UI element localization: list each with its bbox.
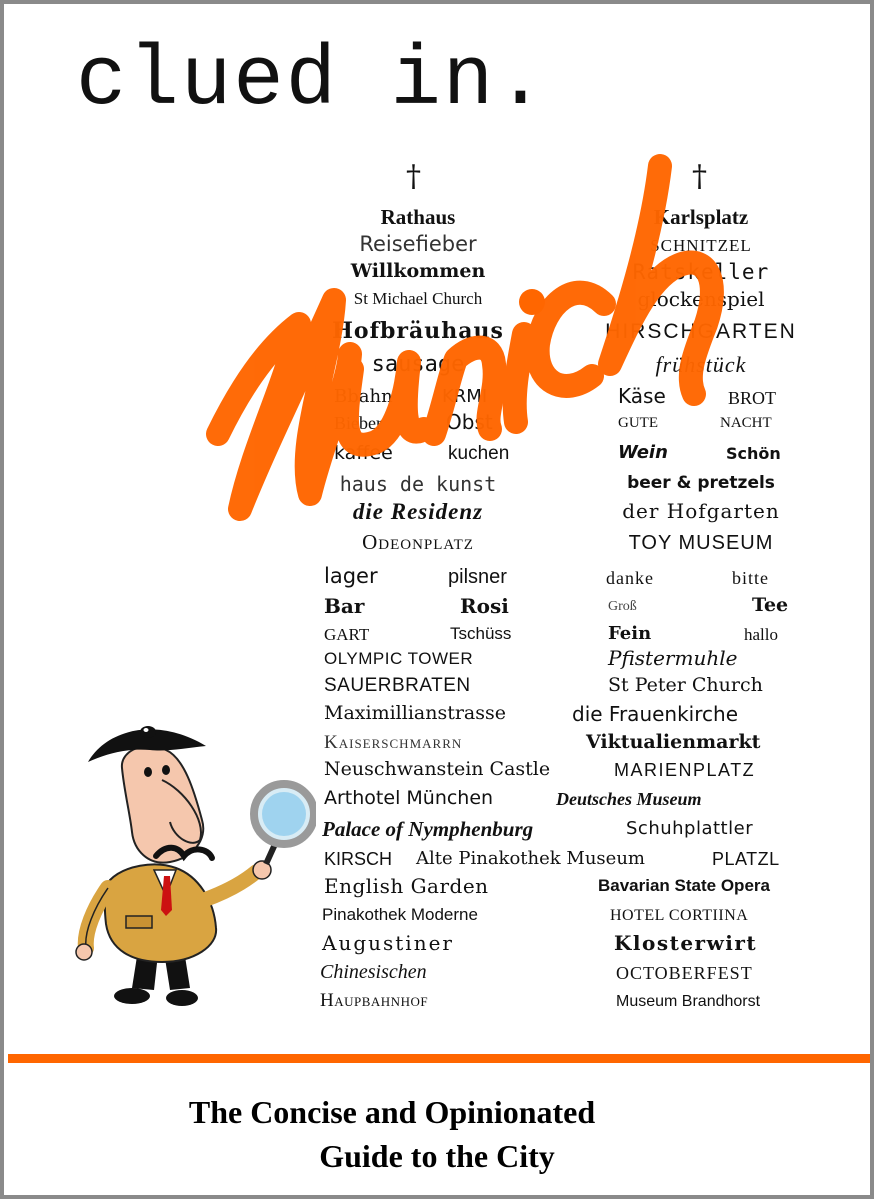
word-pinakothek-moderne: Pinakothek Moderne [322,905,478,924]
word-bbahn: Bbahn [334,386,393,407]
word-fruhstuck: frühstück [655,352,747,377]
word-kaiserschmarrn: Kaiserschmarrn [324,732,463,753]
brand-logo: clued in. [76,34,548,129]
word-bieber: Bieber [334,413,382,433]
word-schon: Schön [726,444,781,463]
detective-illustration [66,710,316,1015]
word-marienplatz: MARIENPLATZ [614,760,756,780]
word-kase: Käse [618,384,666,408]
word-beer-and-pretzels: beer & pretzels [627,473,775,493]
word-sauerbraten: SAUERBRATEN [324,675,471,696]
word-sausage: sausage [371,352,465,377]
word-bar: Bar [324,594,365,618]
word-karlsplatz: Karlsplatz [653,205,749,229]
word-hallo: hallo [744,625,778,644]
word-klosterwirt: Klosterwirt [614,931,758,955]
word-tschuss: Tschüss [450,624,512,643]
word-wein: Wein [618,442,668,463]
word-reisefieber: Reisefieber [359,232,477,256]
word-neuschwanstein-castle: Neuschwanstein Castle [324,758,551,780]
word-schnitzel: SCHNITZEL [650,236,752,255]
title-munich [4,4,874,1199]
word-arthotel-munchen: Arthotel München [324,787,494,809]
word-palace-of-nymphenburg: Palace of Nymphenburg [322,817,534,841]
word-hofbrauhaus: Hofbräuhaus [332,318,504,344]
word-viktualienmarkt: Viktualienmarkt [586,731,761,753]
word-fein: Fein [608,623,652,644]
word-kuchen: kuchen [448,443,510,464]
word-deutsches-museum: Deutsches Museum [556,789,702,809]
word-die-residenz: die Residenz [352,499,484,524]
word-ratskeller: Ratskeller [632,260,770,284]
word-rosi: Rosi [460,594,509,618]
word-museum-brandhorst: Museum Brandhorst [616,993,761,1010]
word-alte-pinakothek-museum: Alte Pinakothek Museum [416,848,645,869]
word-lager: lager [324,564,378,588]
word-hotel-cortiina: HOTEL CORTIINA [610,907,749,924]
word-chinesischen: Chinesischen [320,961,427,983]
word-rathaus: Rathaus [380,205,456,229]
word-augustiner: Augustiner [322,931,454,955]
tagline [4,1090,870,1178]
word-gross: Groß [608,599,637,614]
word-glockenspiel: glockenspiel [637,287,765,311]
tagline-line-2: Guide to the City [319,1138,555,1174]
tagline-line-1: The Concise and Opinionated [188,1094,596,1130]
word-krmi: KRMI [442,386,488,407]
word-pfistermuhle: Pfistermuhle [608,646,738,670]
word-haus-de-kunst: haus de kunst [339,472,497,496]
word-odeonplatz: Odeonplatz [362,530,474,554]
word-kirsch: KIRSCH [324,849,393,869]
word-toy-museum: TOY MUSEUM [628,532,774,554]
word-bitte: bitte [732,568,769,588]
word-english-garden: English Garden [324,874,489,898]
word-schuhplattler: Schuhplattler [626,818,754,839]
title-text [4,4,5,5]
word-st-michael-church: St Michael Church [353,289,483,308]
word-haupbahnhof: Haupbahnhof [320,990,429,1011]
word-octoberfest: OCTOBERFEST [616,963,753,983]
word-nacht: NACHT [720,415,772,431]
word-der-hofgarten: der Hofgarten [622,499,780,523]
orange-divider [8,1054,874,1063]
word-danke: danke [606,568,654,588]
word-obst: Obst [446,410,493,434]
word-die-frauenkirche: die Frauenkirche [572,702,738,726]
cross-icon: † [406,159,421,194]
word-willkommen: Willkommen [350,260,486,282]
word-bavarian-state-opera: Bavarian State Opera [598,876,770,895]
word-platzl: PLATZL [712,849,780,869]
word-tee: Tee [752,594,789,616]
word-kaffee: kaffee [334,442,393,464]
word-olympic-tower: OLYMPIC TOWER [324,649,474,668]
word-gute: GUTE [618,415,658,431]
cross-icon: † [692,159,707,194]
word-gart: GART [324,625,370,644]
word-brot: BROT [728,388,777,408]
word-st-peter-church: St Peter Church [608,674,763,696]
word-pilsner: pilsner [448,566,507,588]
word-hirschgarten: HIRSCHGARTEN [605,320,797,343]
word-maximillianstrasse: Maximillianstrasse [324,702,507,724]
